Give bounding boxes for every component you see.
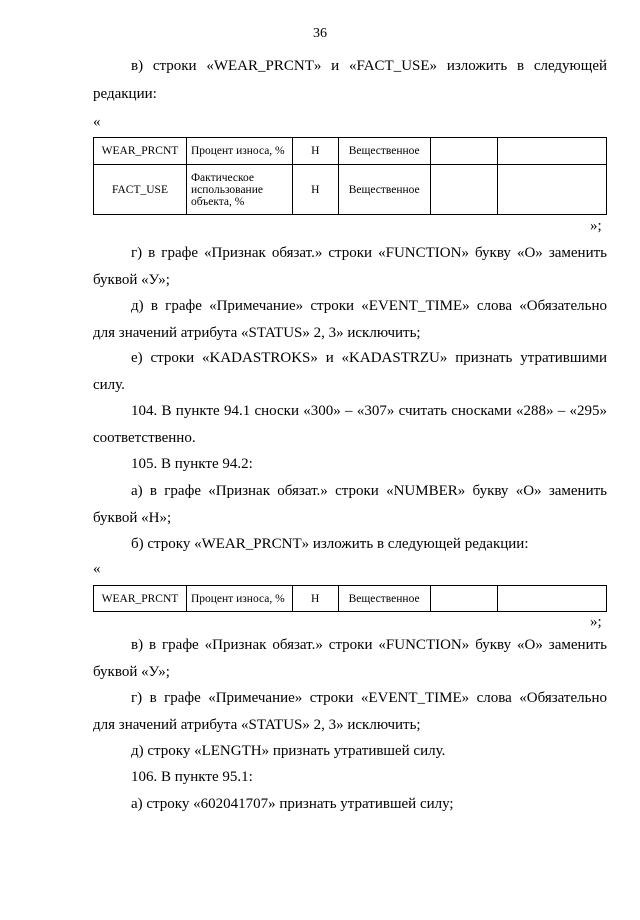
paragraph-105-g-line2: для значений атрибута «STATUS» 2, 3» исключить; <box>93 717 421 733</box>
paragraph-d-line1: д) в графе «Примечание» строки «EVENT_TIME» слова «Обязательно <box>131 298 607 314</box>
cell-flag: Н <box>292 138 338 165</box>
page-number: 36 <box>313 26 327 41</box>
cell-type: Вещественное <box>338 586 430 612</box>
paragraph-105-g-line1: г) в графе «Примечание» строки «EVENT_TIME» слова «Обязательно <box>131 690 607 706</box>
table-row <box>94 165 607 215</box>
cell-name: Процент износа, % <box>186 138 292 165</box>
paragraph-104-line2: соответственно. <box>93 430 196 446</box>
attributes-table-1 <box>93 137 607 215</box>
close-quote-2: »; <box>590 614 602 630</box>
paragraph-105-d: д) строку «LENGTH» признать утратившей силу. <box>131 743 446 759</box>
cell-empty <box>430 165 498 215</box>
cell-type: Вещественное <box>338 165 430 215</box>
cell-code: FACT_USE <box>94 165 187 215</box>
paragraph-106-a: а) строку «602041707» признать утратившей силу; <box>131 796 454 812</box>
close-quote-1: »; <box>590 218 602 234</box>
cell-empty <box>498 165 607 215</box>
paragraph-105-v-line1: в) в графе «Признак обязат.» строки «FUNCTION» букву «О» заменить <box>131 637 607 653</box>
paragraph-105-b: б) строку «WEAR_PRCNT» изложить в следующей редакции: <box>131 536 529 552</box>
cell-code: WEAR_PRCNT <box>94 138 187 165</box>
paragraph-105-a-line2: буквой «Н»; <box>93 510 172 526</box>
cell-type: Вещественное <box>338 138 430 165</box>
paragraph-g-line2: буквой «У»; <box>93 272 170 288</box>
cell-flag: Н <box>292 586 338 612</box>
paragraph-v-line2: редакции: <box>93 86 157 102</box>
cell-empty <box>498 586 607 612</box>
cell-code: WEAR_PRCNT <box>94 586 187 612</box>
open-quote-1: « <box>93 114 101 130</box>
table-row <box>94 138 607 165</box>
table-row <box>94 586 607 612</box>
paragraph-e-line2: силу. <box>93 377 125 393</box>
paragraph-106: 106. В пункте 95.1: <box>131 769 253 785</box>
cell-empty <box>498 138 607 165</box>
paragraph-104-line1: 104. В пункте 94.1 сноски «300» – «307» считать сносками «288» – «295» <box>131 403 607 419</box>
cell-name: Процент износа, % <box>186 586 292 612</box>
paragraph-d-line2: для значений атрибута «STATUS» 2, 3» исключить; <box>93 325 421 341</box>
attributes-table-2 <box>93 585 607 612</box>
paragraph-g-line1: г) в графе «Признак обязат.» строки «FUNCTION» букву «О» заменить <box>131 245 607 261</box>
paragraph-105-a-line1: а) в графе «Признак обязат.» строки «NUMBER» букву «О» заменить <box>131 483 607 499</box>
paragraph-105-v-line2: буквой «У»; <box>93 664 170 680</box>
cell-flag: Н <box>292 165 338 215</box>
cell-empty <box>430 138 498 165</box>
cell-name: Фактическое использование объекта, % <box>186 165 292 215</box>
paragraph-e-line1: е) строки «KADASTROKS» и «KADASTRZU» признать утратившими <box>131 350 607 366</box>
cell-empty <box>430 586 498 612</box>
paragraph-v-line1: в) строки «WEAR_PRCNT» и «FACT_USE» изложить в следующей <box>131 58 607 74</box>
open-quote-2: « <box>93 561 101 577</box>
paragraph-105: 105. В пункте 94.2: <box>131 456 253 472</box>
